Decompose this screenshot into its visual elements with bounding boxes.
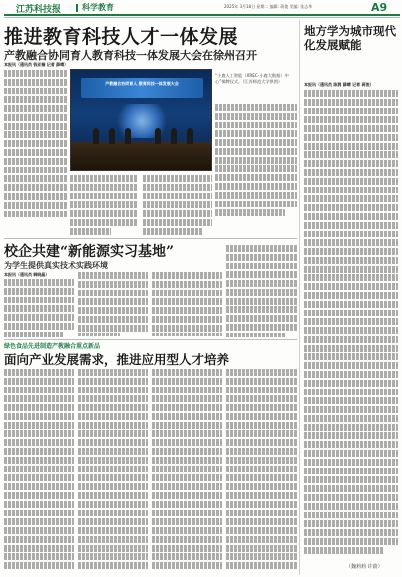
third-body-col3	[152, 369, 222, 573]
lead-photo	[70, 69, 212, 171]
lead-body-col2	[70, 175, 138, 235]
second-headline: 校企共建“新能源实习基地”	[4, 244, 175, 260]
second-byline: 本报讯（通讯员 韩晓晶）	[4, 272, 50, 277]
photo-screen-text: 产教融合协同育人 教育科技一体发展大会	[105, 81, 179, 86]
photo-light-glow	[111, 104, 173, 138]
section-divider	[4, 238, 297, 239]
photo-stage	[71, 142, 212, 171]
masthead-separator	[76, 4, 78, 12]
third-kicker: 绿色食品先进制造产教融合重点新品	[4, 343, 101, 350]
third-author: （魏莉莉 许蔚）	[346, 564, 383, 570]
section-divider	[4, 339, 297, 340]
lead-byline: 本报讯（通讯员 钱亚楠 记者 薛晴）	[4, 62, 69, 67]
photo-person	[125, 128, 131, 144]
photo-person	[155, 128, 161, 144]
third-body-col2	[78, 369, 148, 573]
page-number: A9	[371, 1, 388, 14]
lead-headline: 推进教育科技人才一体发展	[4, 26, 239, 48]
second-body-col4	[226, 245, 297, 337]
photo-person	[187, 128, 193, 144]
second-subheadline: 为学生提供真实技术实践环境	[4, 261, 108, 270]
newspaper-logo: 江苏科技报	[16, 5, 62, 15]
lead-subheadline: 产教融合协同育人教育科技一体发展大会在徐州召开	[4, 49, 257, 62]
lead-body-col3	[143, 175, 212, 235]
lead-body-col4	[215, 104, 297, 222]
third-body-col4	[226, 369, 297, 573]
right-story-byline: 本报讯（通讯员 陈润 薛晴 记者 蒋俊）	[304, 82, 374, 87]
masthead-rule	[4, 17, 400, 18]
photo-person	[93, 128, 99, 144]
section-title: 科学教育	[82, 3, 114, 12]
date-line: 2025年 3月18日 星期二 编辑: 蒋俊 美编: 张志华	[224, 4, 313, 9]
photo-person	[171, 128, 177, 144]
photo-caption: “小鹿人工智能（XREC-小鹿大数据）中心”揭牌仪式。（江苏师范大学供图）	[215, 73, 289, 84]
photo-person	[109, 128, 115, 144]
third-headline: 面向产业发展需求，推进应用型人才培养	[4, 352, 230, 367]
third-body-col1	[4, 369, 74, 573]
second-body-col2	[78, 272, 148, 336]
lead-body-col1	[4, 70, 67, 220]
column-divider	[299, 20, 300, 575]
masthead	[4, 2, 400, 16]
second-body-col1	[4, 279, 74, 337]
right-story-headline: 地方学为城市现代化发展赋能	[304, 24, 396, 52]
right-story-body	[304, 90, 398, 560]
second-body-col3	[152, 272, 222, 336]
